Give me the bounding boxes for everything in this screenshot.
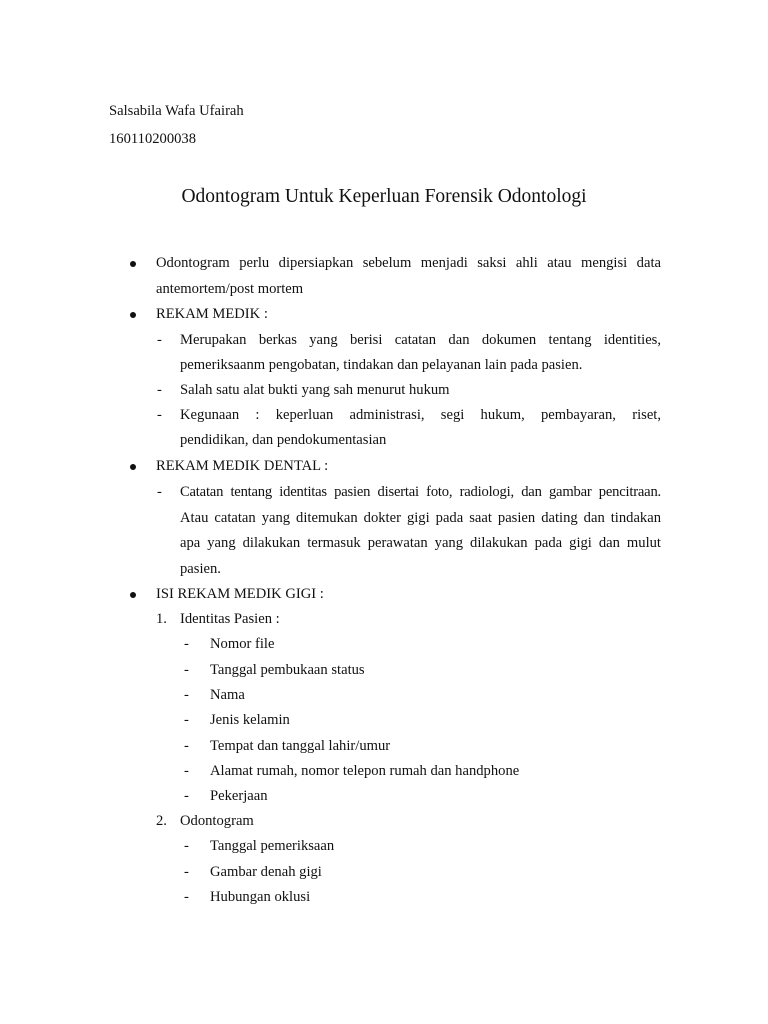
dash-marker: - <box>184 889 189 905</box>
section-number: 1. <box>156 611 167 627</box>
author-name: Salsabila Wafa Ufairah <box>109 103 244 119</box>
section-heading-rekam-medik-dental: REKAM MEDIK DENTAL : <box>156 458 329 474</box>
list-item: Nama <box>210 687 245 703</box>
bullet-icon <box>130 592 136 598</box>
list-item: Alamat rumah, nomor telepon rumah dan handphone <box>210 763 520 779</box>
dash-marker: - <box>184 662 189 678</box>
dash-marker: - <box>157 332 162 348</box>
list-item-line: Salah satu alat bukti yang sah menurut hukum <box>180 382 450 398</box>
dash-marker: - <box>157 407 162 423</box>
page-title: Odontogram Untuk Keperluan Forensik Odontologi <box>181 186 587 207</box>
dash-marker: - <box>184 636 189 652</box>
list-item-line: Merupakan berkas yang berisi catatan dan dokumen tentang identities, <box>180 332 661 348</box>
bullet-icon <box>130 464 136 470</box>
list-item: Pekerjaan <box>210 788 268 804</box>
list-item: Nomor file <box>210 636 275 652</box>
list-item: Hubungan oklusi <box>210 889 311 905</box>
list-item: Gambar denah gigi <box>210 864 322 880</box>
dash-marker: - <box>184 788 189 804</box>
section-number: 2. <box>156 813 167 829</box>
list-item: Tanggal pembukaan status <box>210 662 365 678</box>
list-item-line: Catatan tentang identitas pasien disertai foto, radiologi, dan gambar pencitraan. <box>180 484 661 500</box>
paragraph-line: antemortem/post mortem <box>156 281 304 297</box>
dash-marker: - <box>157 484 162 500</box>
bullet-icon <box>130 312 136 318</box>
dash-marker: - <box>157 382 162 398</box>
dash-marker: - <box>184 763 189 779</box>
list-item: Tanggal pemeriksaan <box>210 838 335 854</box>
list-item: Jenis kelamin <box>210 712 290 728</box>
subsection-label-odontogram: Odontogram <box>180 813 254 829</box>
list-item-line: Atau catatan yang ditemukan dokter gigi pada saat pasien dating dan tindakan <box>180 510 661 526</box>
bullet-icon <box>130 261 136 267</box>
dash-marker: - <box>184 864 189 880</box>
dash-marker: - <box>184 712 189 728</box>
list-item-line: Kegunaan : keperluan administrasi, segi hukum, pembayaran, riset, <box>180 407 661 423</box>
list-item: Tempat dan tanggal lahir/umur <box>210 738 391 754</box>
paragraph-line: Odontogram perlu dipersiapkan sebelum menjadi saksi ahli atau mengisi data <box>156 255 661 271</box>
student-id: 160110200038 <box>109 131 197 147</box>
list-item-line: pasien. <box>180 561 221 577</box>
dash-marker: - <box>184 687 189 703</box>
list-item-line: pendidikan, dan pendokumentasian <box>180 432 387 448</box>
section-heading-rekam-medik: REKAM MEDIK : <box>156 306 268 322</box>
subsection-label-identitas-pasien: Identitas Pasien : <box>180 611 280 627</box>
list-item-line: apa yang dilakukan termasuk perawatan yang dilakukan pada gigi dan mulut <box>180 535 661 551</box>
section-heading-isi-rekam-medik-gigi: ISI REKAM MEDIK GIGI : <box>156 586 324 602</box>
dash-marker: - <box>184 838 189 854</box>
dash-marker: - <box>184 738 189 754</box>
list-item-line: pemeriksaanm pengobatan, tindakan dan pelayanan lain pada pasien. <box>180 357 583 373</box>
